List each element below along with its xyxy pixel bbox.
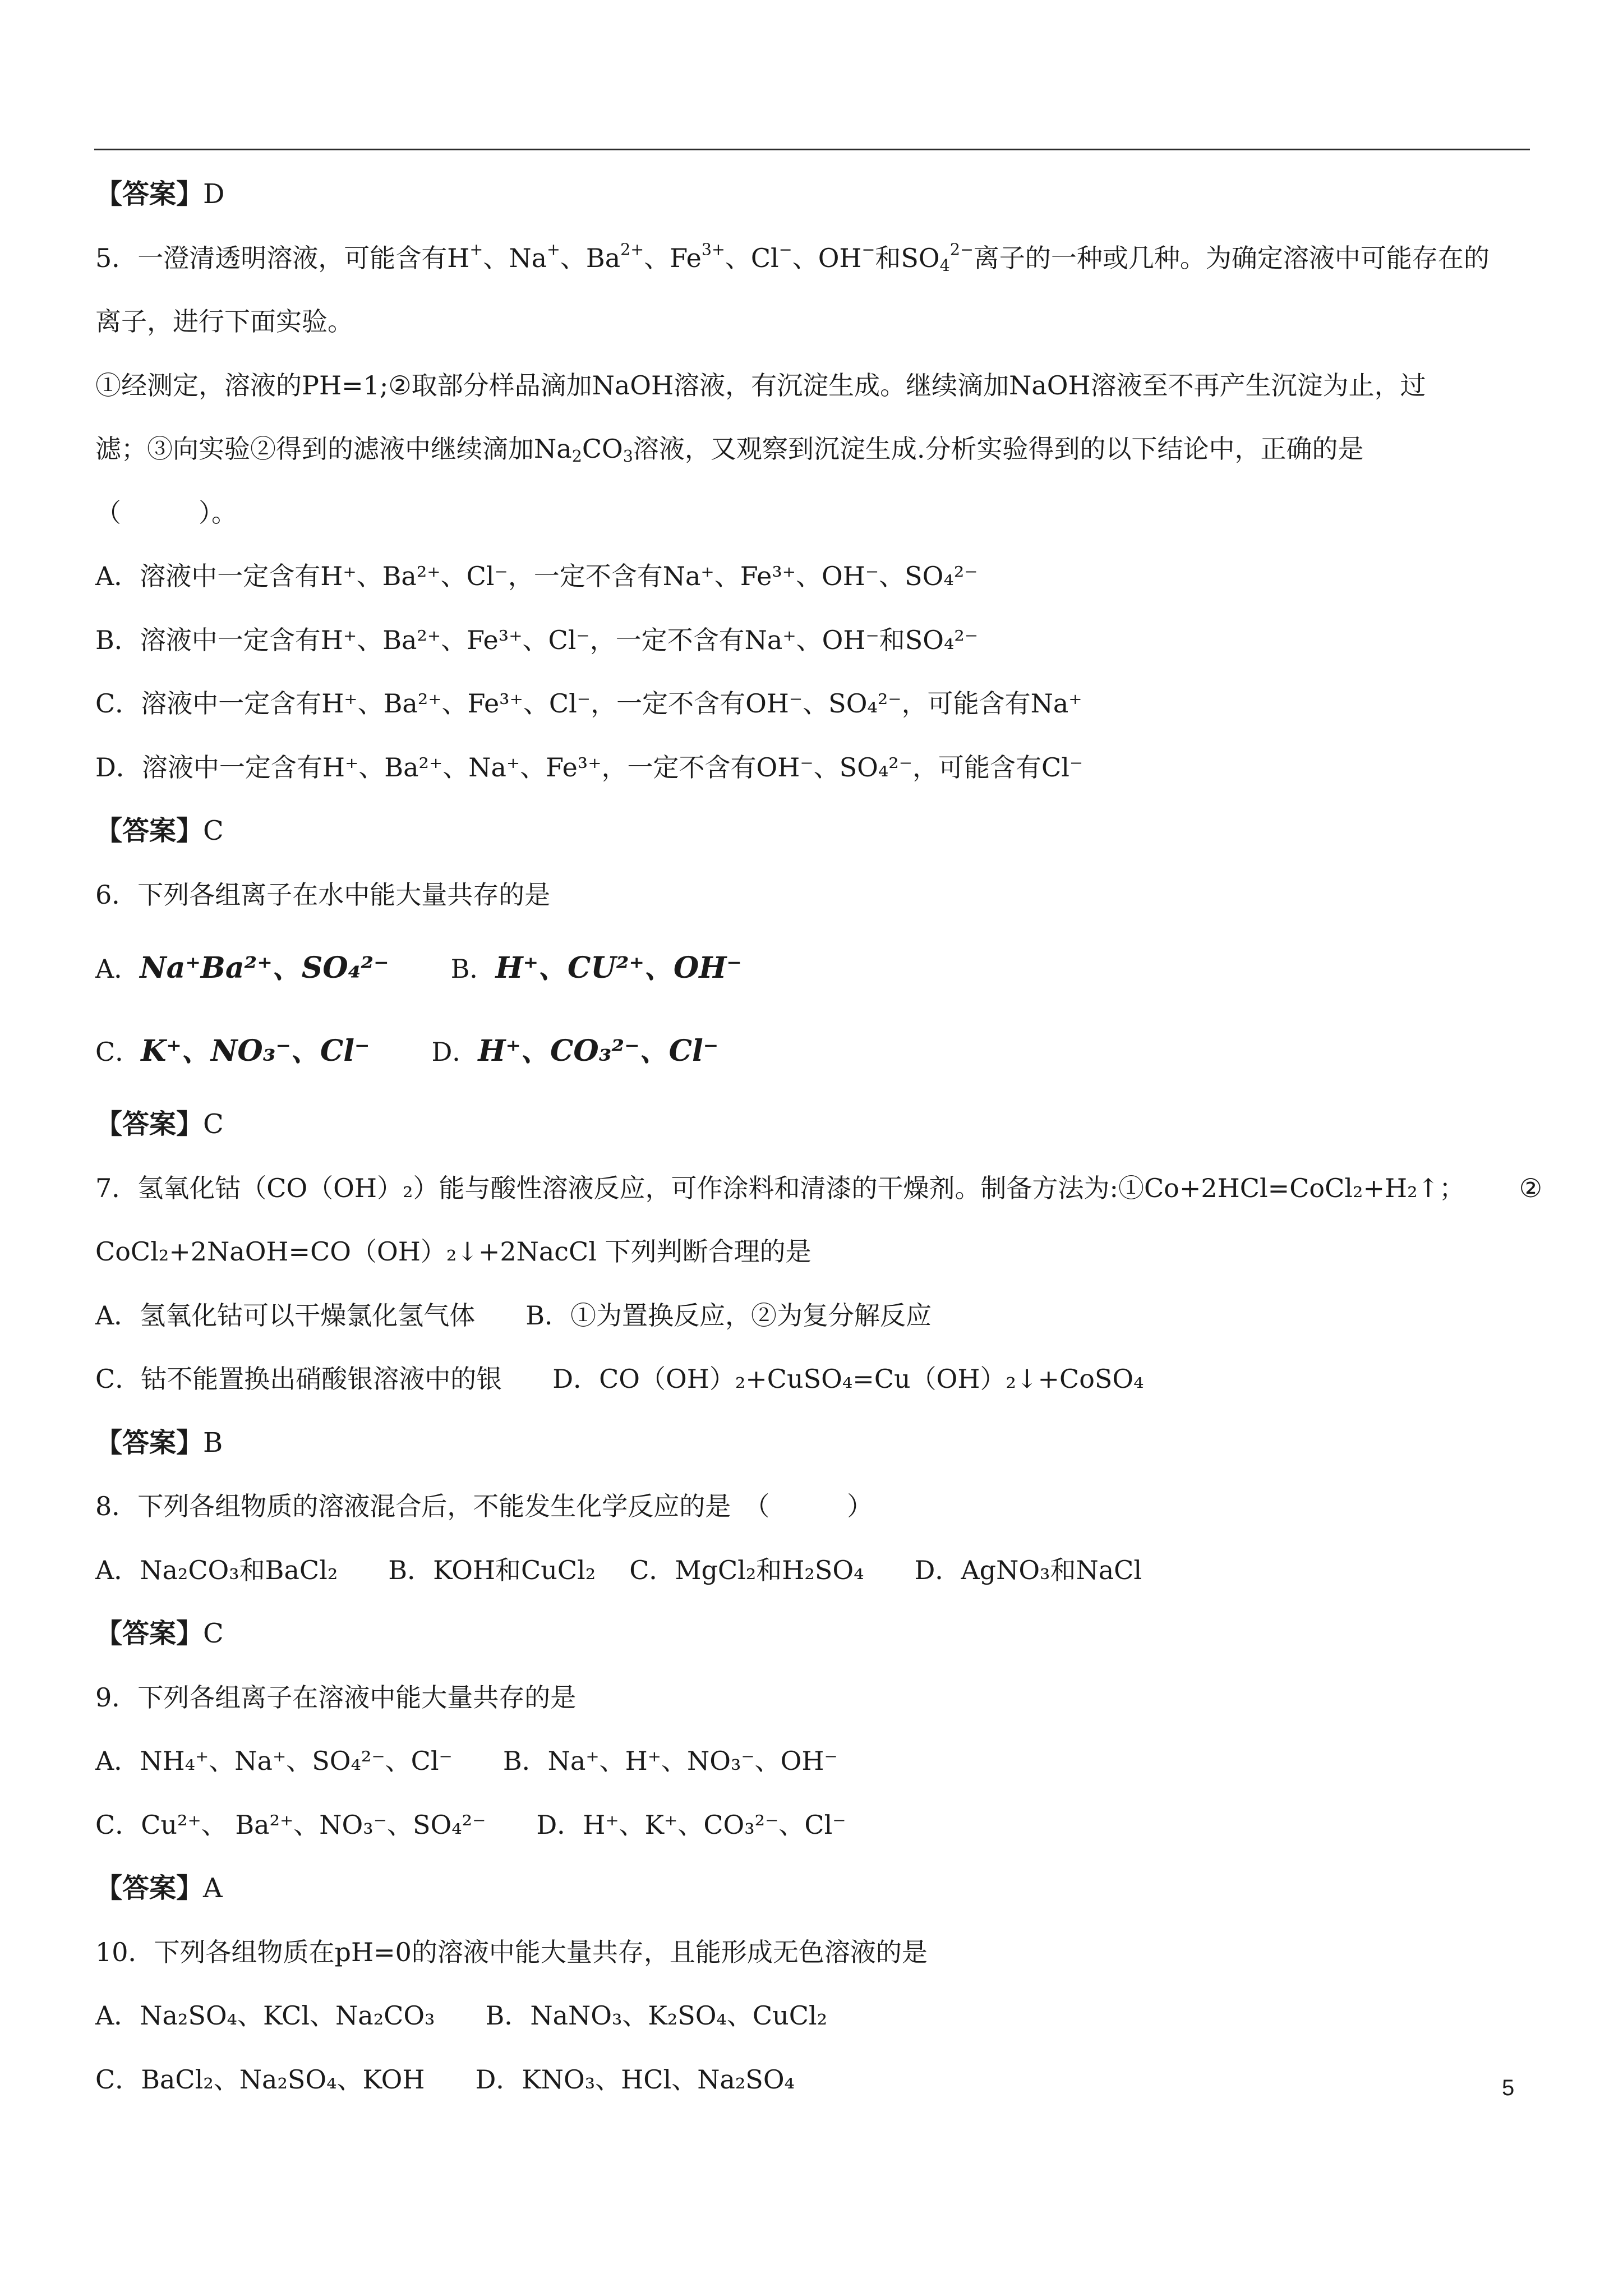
q10-options-ab xyxy=(95,1984,1542,2048)
q9-stem: 9．下列各组离子在溶液中能大量共存的是 xyxy=(95,1682,577,1713)
q9-options-cd xyxy=(95,1793,1542,1857)
answer-q8: 【答案】C xyxy=(95,1618,224,1649)
header-rule xyxy=(94,149,1530,150)
q6-option-b-label: B． xyxy=(450,954,496,984)
q7-stem-line2: CoCl₂+2NaOH=CO（OH）₂↓+2NacCl 下列判断合理的是 xyxy=(95,1236,811,1267)
q6-stem: 6．下列各组离子在水中能大量共存的是 xyxy=(95,879,551,910)
q9-option-a: A．NH₄⁺、Na⁺、SO₄²⁻、Cl⁻ xyxy=(95,1746,453,1776)
q5-option-b: B．溶液中一定含有H⁺、Ba²⁺、Fe³⁺、Cl⁻，一定不含有Na⁺、OH⁻和SO₄²⁻ xyxy=(95,624,979,655)
q9-options-ab xyxy=(95,1729,1542,1793)
q6-option-c-label: C． xyxy=(95,1037,141,1067)
q6-option-d-label: D． xyxy=(431,1037,478,1067)
page-number: 5 xyxy=(1502,2076,1515,2100)
q8-option-c: C．MgCl₂和H₂SO₄ xyxy=(629,1554,864,1585)
q6-options-ab xyxy=(95,927,1542,1010)
answer-q7: 【答案】B xyxy=(95,1427,223,1458)
q10-option-a: A．Na₂SO₄、KCl、Na₂CO₃ xyxy=(95,2000,435,2031)
q5-stem-line5: （ ）。 xyxy=(95,497,237,528)
q8-stem: 8．下列各组物质的溶液混合后，不能发生化学反应的是 （ ） xyxy=(95,1491,873,1521)
q10-options-cd xyxy=(95,2048,1542,2112)
q7-option-b: B．①为置换反应，②为复分解反应 xyxy=(525,1300,932,1331)
answer-q4: 【答案】D xyxy=(95,178,225,210)
document-body xyxy=(95,163,1542,2111)
q6-options-cd xyxy=(95,1010,1542,1093)
q7-option-d: D．CO（OH）₂+CuSO₄=Cu（OH）₂↓+CoSO₄ xyxy=(552,1364,1144,1394)
q10-option-d: D．KNO₃、HCl、Na₂SO₄ xyxy=(475,2064,795,2095)
q9-option-c: C．Cu²⁺、 Ba²⁺、NO₃⁻、SO₄²⁻ xyxy=(95,1809,486,1840)
q9-option-d: D．H⁺、K⁺、CO₃²⁻、Cl⁻ xyxy=(536,1809,846,1840)
q5-stem-line2: 离子，进行下面实验。 xyxy=(95,306,353,337)
q10-stem: 10．下列各组物质在pH=0的溶液中能大量共存，且能形成无色溶液的是 xyxy=(95,1936,928,1967)
q6-option-a-formula: Na⁺Ba²⁺、SO₄²⁻ xyxy=(140,951,389,985)
q5-option-c: C．溶液中一定含有H⁺、Ba²⁺、Fe³⁺、Cl⁻，一定不含有OH⁻、SO₄²⁻，可能含有Na⁺ xyxy=(95,688,1082,719)
q7-option-c: C．钴不能置换出硝酸银溶液中的银 xyxy=(95,1364,502,1394)
q7-option-a: A．氢氧化钴可以干燥氯化氢气体 xyxy=(95,1300,476,1331)
answer-q9: 【答案】A xyxy=(95,1872,223,1904)
q5-stem-line4: 滤；③向实验②得到的滤液中继续滴加$Na_2CO_3$溶液，又观察到沉淀生成.分析实验得到的以下结论中，正确的是 xyxy=(95,434,1364,466)
q8-option-b: B．KOH和CuCl₂ xyxy=(388,1554,596,1585)
q10-option-c: C．BaCl₂、Na₂SO₄、KOH xyxy=(95,2064,425,2095)
q5-option-a: A．溶液中一定含有H⁺、Ba²⁺、Cl⁻，一定不含有Na⁺、Fe³⁺、OH⁻、SO₄²⁻ xyxy=(95,561,978,591)
q6-option-d-formula: H⁺、CO₃²⁻、Cl⁻ xyxy=(478,1034,719,1068)
answer-q5: 【答案】C xyxy=(95,815,224,846)
q8-option-d: D．AgNO₃和NaCl xyxy=(914,1554,1142,1585)
q6-option-c-formula: K⁺、NO₃⁻、Cl⁻ xyxy=(141,1034,370,1068)
q5-stem-line1: 5．一澄清透明溶液，可能含有H+、Na+、$Ba^{2+}$、$Fe^{3+}$、Cl−、OH−和$SO_4^{2-}$离子的一种或几种。为确定溶液中可能存在的 xyxy=(95,240,1490,275)
q9-option-b: B．Na⁺、H⁺、NO₃⁻、OH⁻ xyxy=(502,1746,838,1776)
q6-option-b-formula: H⁺、CU²⁺、OH⁻ xyxy=(495,951,742,985)
q8-option-a: A．Na₂CO₃和BaCl₂ xyxy=(95,1554,338,1585)
q10-option-b: B．NaNO₃、K₂SO₄、CuCl₂ xyxy=(485,2000,828,2031)
q6-option-a-label: A． xyxy=(95,954,140,984)
q7-options-cd xyxy=(95,1347,1542,1411)
q7-options-ab xyxy=(95,1284,1542,1348)
q8-options xyxy=(95,1539,1542,1603)
answer-q6: 【答案】C xyxy=(95,1108,224,1140)
q5-stem-line3: ①经测定，溶液的PH=1;②取部分样品滴加NaOH溶液，有沉淀生成。继续滴加NaOH溶液至不再产生沉淀为止，过 xyxy=(95,370,1426,401)
q7-stem-line1: 7．氢氧化钴（CO（OH）₂）能与酸性溶液反应，可作涂料和清漆的干燥剂。制备方法为:①Co+2HCl=CoCl₂+H₂↑； ② xyxy=(95,1172,1542,1203)
q5-option-d: D．溶液中一定含有H⁺、Ba²⁺、Na⁺、Fe³⁺，一定不含有OH⁻、SO₄²⁻，可能含有Cl⁻ xyxy=(95,752,1083,783)
